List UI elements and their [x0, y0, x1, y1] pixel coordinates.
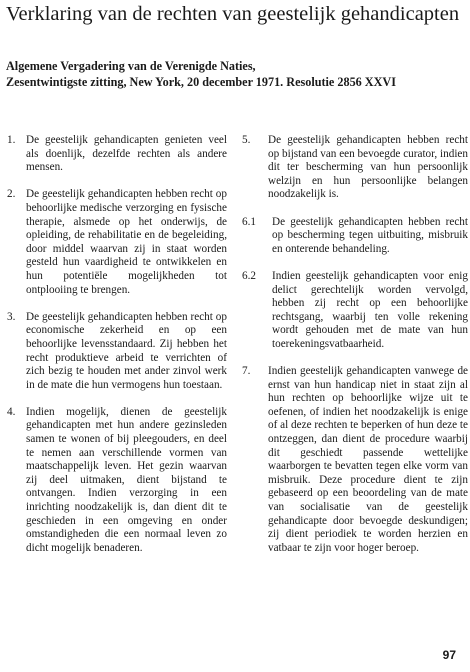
article-text: Indien geestelijk gehandicapten vanwege de ernst van hun handicap niet in staat zijn al hun rechten op behoorlijke wijze uit te oefenen, of indien het noodzakelijk is enige of al deze rechten te beperken of hun deze te ontzeggen, dan dient de procedure waarbij dit geschiedt passende wettelijke waarborgen te bevatten tegen elke vorm van misbruik. Deze procedure dient te zijn gebaseerd op een beoordeling van de mate van socialisatie van de geestelijk gehandicapte door bevoegde deskundigen; zij dient periodiek te worden herzien en vatbaar te zijn voor hoger beroep.: [268, 365, 468, 554]
article-number: 6.2: [242, 269, 256, 282]
article-number: 1.: [7, 134, 16, 146]
subtitle-line-1: Algemene Vergadering van de Verenigde Naties,: [6, 59, 256, 73]
article-text: De geestelijk gehandicapten hebben recht op bescherming tegen uitbuiting, misbruik en onterende behandeling.: [272, 215, 468, 255]
article-number: 7.: [242, 365, 251, 378]
page-title: Verklaring van de rechten van geestelijk gehandicapten: [6, 3, 460, 25]
subtitle-line-2: Zesentwintigste zitting, New York, 20 december 1971. Resolutie 2856 XXVI: [6, 75, 396, 89]
article-number: 6.1: [242, 215, 256, 228]
right-column: [242, 134, 468, 569]
article-item: [7, 311, 227, 393]
article-item: [242, 270, 468, 352]
article-item: [242, 134, 468, 202]
left-column: [7, 134, 227, 569]
article-text: Indien mogelijk, dienen de geestelijk gehandicapten met hun andere gezinsleden samen te wonen of bij pleegouders, en deel te nemen aan verschillende vormen van maatschappelijk leven. Het gezin waarvan zij deel uitmaken, dient bijstand te ontvangen. Indien verzorging in een inrichting noodzakelijk is, dan dient dit te geschieden in een omgeving en onder omstandigheden die een normaal leven zo dicht mogelijk benaderen.: [26, 405, 227, 554]
article-text: Indien geestelijk gehandicapten voor enig delict gerechtelijk worden vervolgd, hebben zij recht op een behoorlijke rechtsgang, waarbij ten volle rekening wordt gehouden met de mate van hun toerekeningsvatbaarheid.: [272, 269, 468, 350]
article-text: De geestelijk gehandicapten hebben recht op behoorlijke medische verzorging en fysische therapie, alsmede op het onderwijs, de opleiding, de rehabilitatie en de begeleiding, door middel waarvan zij in staat worden gesteld hun vaardigheid te ontwikkelen en hun potentiële mogelijkheden tot ontplooiing te brengen.: [26, 188, 227, 296]
article-number: 3.: [7, 310, 16, 323]
article-item: [7, 188, 227, 297]
article-item: [7, 134, 227, 175]
article-text: De geestelijk gehandicapten hebben recht op economische zekerheid en op een behoorlijke levensstandaard. Zij hebben het recht produktieve arbeid te verrichten of zich bezig te houden met ander zinvol werk in de mate die hun vermogens hun toestaan.: [26, 310, 227, 391]
article-number: 5.: [242, 134, 251, 146]
article-item: [242, 216, 468, 257]
article-text: De geestelijk gehandicapten hebben recht op bijstand van een bevoegde curator, indien dit ter bescherming van hun persoonlijk welzijn en hun persoonlijke belangen noodzakelijk is.: [268, 134, 468, 201]
article-text: De geestelijk gehandicapten genieten veel als doenlijk, dezelfde rechten als andere mensen.: [26, 134, 227, 174]
article-number: 2.: [7, 188, 16, 201]
article-item: [242, 365, 468, 555]
page-number: 97: [442, 648, 456, 662]
document-subtitle: [6, 58, 464, 90]
article-item: [7, 406, 227, 556]
article-number: 4.: [7, 405, 16, 418]
